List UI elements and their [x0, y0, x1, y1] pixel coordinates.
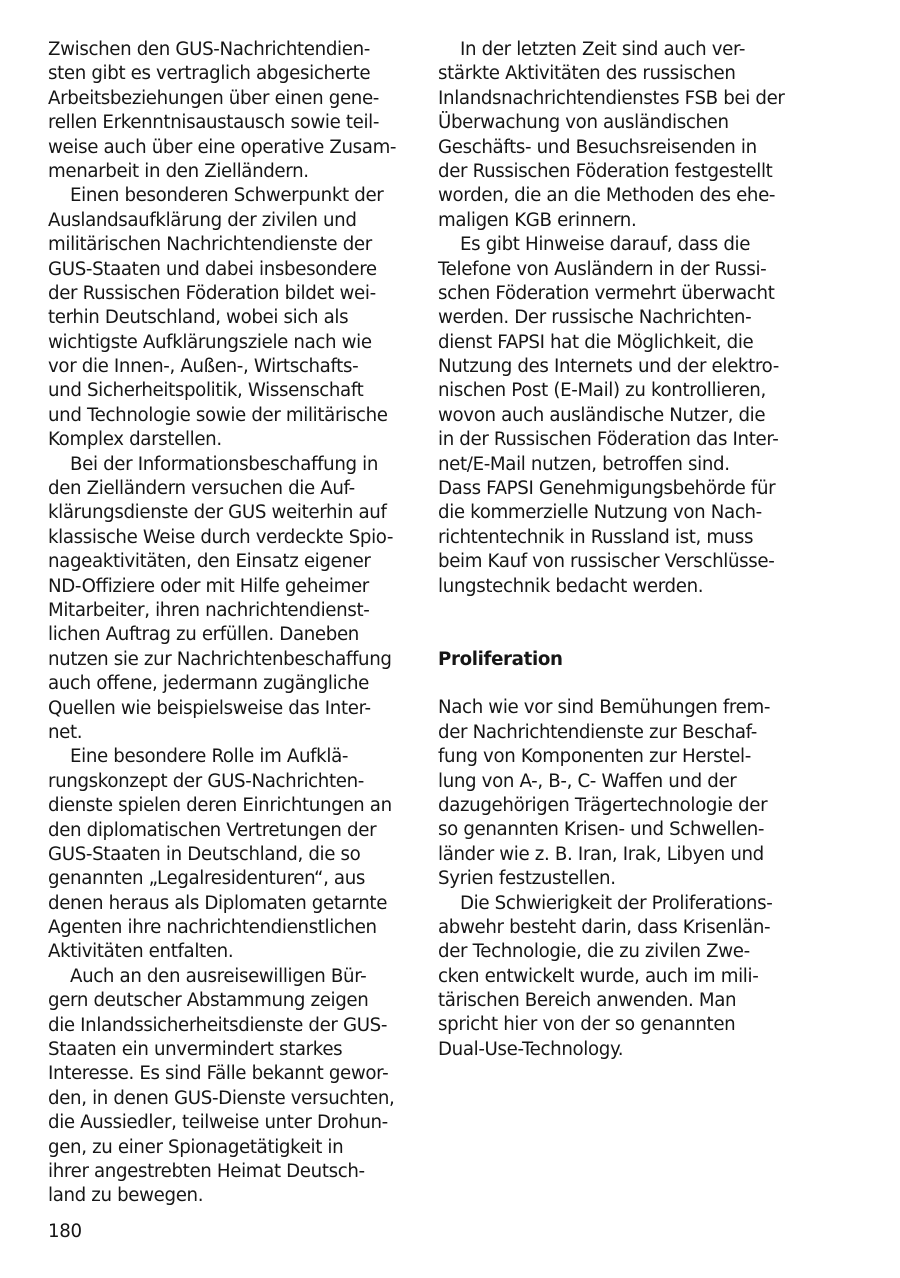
text-line: den Zielländern versuchen die Auf- [48, 478, 355, 500]
text-line: genannten „Legalresidenturen“, aus [48, 868, 366, 890]
text-line: und Sicherheitspolitik, Wissenschaft [48, 380, 364, 402]
text-line: Die Schwierigkeit der Proliferations- [460, 892, 773, 914]
text-line: Interesse. Es sind Fälle bekannt gewor- [48, 1063, 389, 1085]
paragraph [438, 38, 800, 233]
text-line: denen heraus als Diplomaten getarnte [48, 892, 388, 914]
text-line: Syrien festzustellen. [438, 868, 616, 890]
text-line: die Aussiedler, teilweise unter Drohun- [48, 1112, 388, 1134]
text-line: Nach wie vor sind Bemühungen frem- [438, 697, 771, 719]
text-line: spricht hier von der so genannten [438, 1014, 736, 1036]
text-line: land zu bewegen. [48, 1185, 204, 1207]
text-line: nutzen sie zur Nachrichtenbeschaffung [48, 648, 392, 670]
text-line: GUS-Staaten in Deutschland, die so [48, 843, 361, 865]
section-heading: Proliferation [438, 648, 563, 670]
text-line: nageaktivitäten, den Einsatz eigener [48, 551, 371, 573]
text-line: tärischen Bereich anwenden. Man [438, 990, 737, 1012]
text-line: Staaten ein unvermindert starkes [48, 1039, 343, 1061]
text-line: Eine besondere Rolle im Aufklä- [70, 746, 349, 768]
paragraph [48, 38, 410, 184]
text-line: Bei der Informationsbeschaffung in [70, 453, 378, 475]
right-column [438, 38, 800, 1062]
text-line: lung von A-, B-, C- Waffen und der [438, 770, 737, 792]
text-line: in der Russischen Föderation das Inter- [438, 429, 779, 451]
text-line: und Technologie sowie der militärische [48, 404, 388, 426]
text-line: gern deutscher Abstammung zeigen [48, 990, 369, 1012]
text-line: Einen besonderen Schwerpunkt der [70, 185, 384, 207]
text-line: klassische Weise durch verdeckte Spio- [48, 526, 394, 548]
text-line: maligen KGB erinnern. [438, 209, 637, 231]
text-line: Auslandsaufklärung der zivilen und [48, 209, 357, 231]
text-line: menarbeit in den Zielländern. [48, 160, 309, 182]
text-line: militärischen Nachrichtendienste der [48, 234, 372, 256]
paragraph [438, 696, 800, 891]
text-line: rungskonzept der GUS-Nachrichten- [48, 770, 364, 792]
text-line: Geschäfts- und Besuchsreisenden in [438, 136, 757, 158]
left-column [48, 38, 410, 1209]
text-line: GUS-Staaten und dabei insbesondere [48, 258, 377, 280]
text-line: der Russischen Föderation festgestellt [438, 160, 773, 182]
text-line: ND-Offiziere oder mit Hilfe geheimer [48, 575, 369, 597]
paragraph [48, 745, 410, 965]
text-line: Aktivitäten entfalten. [48, 941, 234, 963]
text-line: Dual-Use-Technology. [438, 1038, 624, 1060]
text-line: die Inlandssicherheitsdienste der GUS- [48, 1014, 388, 1036]
paragraph [48, 184, 410, 452]
text-line: Überwachung von ausländischen [438, 112, 729, 134]
text-line: Komplex darstellen. [48, 429, 222, 451]
paragraph [48, 965, 410, 1209]
text-line: wichtigste Aufklärungsziele nach wie [48, 331, 372, 353]
text-line: Es gibt Hinweise darauf, dass die [460, 234, 751, 256]
text-line: ihrer angestrebten Heimat Deutsch- [48, 1160, 365, 1182]
paragraph [48, 453, 410, 746]
text-line: Telefone von Ausländern in der Russi- [438, 258, 767, 280]
text-line: werden. Der russische Nachrichten- [438, 307, 752, 329]
page-number: 180 [48, 1221, 82, 1242]
text-line: Inlandsnachrichtendienstes FSB bei der [438, 87, 785, 109]
text-line: den diplomatischen Vertretungen der [48, 819, 377, 841]
text-line: beim Kauf von russischer Verschlüsse- [438, 551, 775, 573]
text-line: den, in denen GUS-Dienste versuchten, [48, 1087, 395, 1109]
paragraph [438, 892, 800, 1063]
text-line: lungstechnik bedacht werden. [438, 575, 704, 597]
text-line: der Russischen Föderation bildet wei- [48, 282, 376, 304]
text-line: Agenten ihre nachrichtendienstlichen [48, 917, 377, 939]
text-line: Dass FAPSI Genehmigungsbehörde für [438, 478, 776, 500]
text-line: dienste spielen deren Einrichtungen an [48, 795, 392, 817]
text-line: weise auch über eine operative Zusam- [48, 136, 397, 158]
text-line: cken entwickelt wurde, auch im mili- [438, 965, 759, 987]
text-line: net. [48, 721, 83, 743]
text-line: dazugehörigen Trägertechnologie der [438, 794, 768, 816]
text-line: vor die Innen-, Außen-, Wirtschafts- [48, 356, 359, 378]
text-line: worden, die an die Methoden des ehe- [438, 185, 776, 207]
text-line: der Nachrichtendienste zur Beschaf- [438, 721, 757, 743]
paragraph [438, 233, 800, 599]
text-line: gen, zu einer Spionagetätigkeit in [48, 1136, 344, 1158]
text-line: Mitarbeiter, ihren nachrichtendienst- [48, 599, 370, 621]
text-line: auch offene, jedermann zugängliche [48, 673, 369, 695]
text-line: fung von Komponenten zur Herstel- [438, 746, 751, 768]
text-line: In der letzten Zeit sind auch ver- [460, 39, 746, 60]
text-line: so genannten Krisen- und Schwellen- [438, 819, 765, 841]
text-line: länder wie z. B. Iran, Irak, Libyen und [438, 843, 764, 865]
text-line: net/E-Mail nutzen, betroffen sind. [438, 453, 730, 475]
text-line: sten gibt es vertraglich abgesicherte [48, 63, 371, 85]
text-line: Nutzung des Internets und der elektro- [438, 356, 779, 378]
text-line: stärkte Aktivitäten des russischen [438, 63, 736, 85]
text-line: terhin Deutschland, wobei sich als [48, 307, 349, 329]
text-line: wovon auch ausländische Nutzer, die [438, 404, 766, 426]
text-line: der Technologie, die zu zivilen Zwe- [438, 941, 750, 963]
text-line: Zwischen den GUS-Nachrichtendien- [48, 39, 370, 60]
text-line: lichen Auftrag zu erfüllen. Daneben [48, 624, 359, 646]
text-line: Arbeitsbeziehungen über einen gene- [48, 87, 380, 109]
text-line: nischen Post (E-Mail) zu kontrollieren, [438, 380, 766, 402]
text-line: Quellen wie beispielsweise das Inter- [48, 697, 371, 719]
text-line: abwehr besteht darin, dass Krisenlän- [438, 916, 771, 938]
text-line: rellen Erkenntnisaustausch sowie teil- [48, 112, 380, 134]
text-line: schen Föderation vermehrt überwacht [438, 282, 775, 304]
text-line: die kommerzielle Nutzung von Nach- [438, 502, 762, 524]
text-line: richtentechnik in Russland ist, muss [438, 526, 754, 548]
text-line: klärungsdienste der GUS weiterhin auf [48, 502, 387, 524]
text-line: dienst FAPSI hat die Möglichkeit, die [438, 331, 754, 353]
text-line: Auch an den ausreisewilligen Bür- [70, 965, 367, 987]
